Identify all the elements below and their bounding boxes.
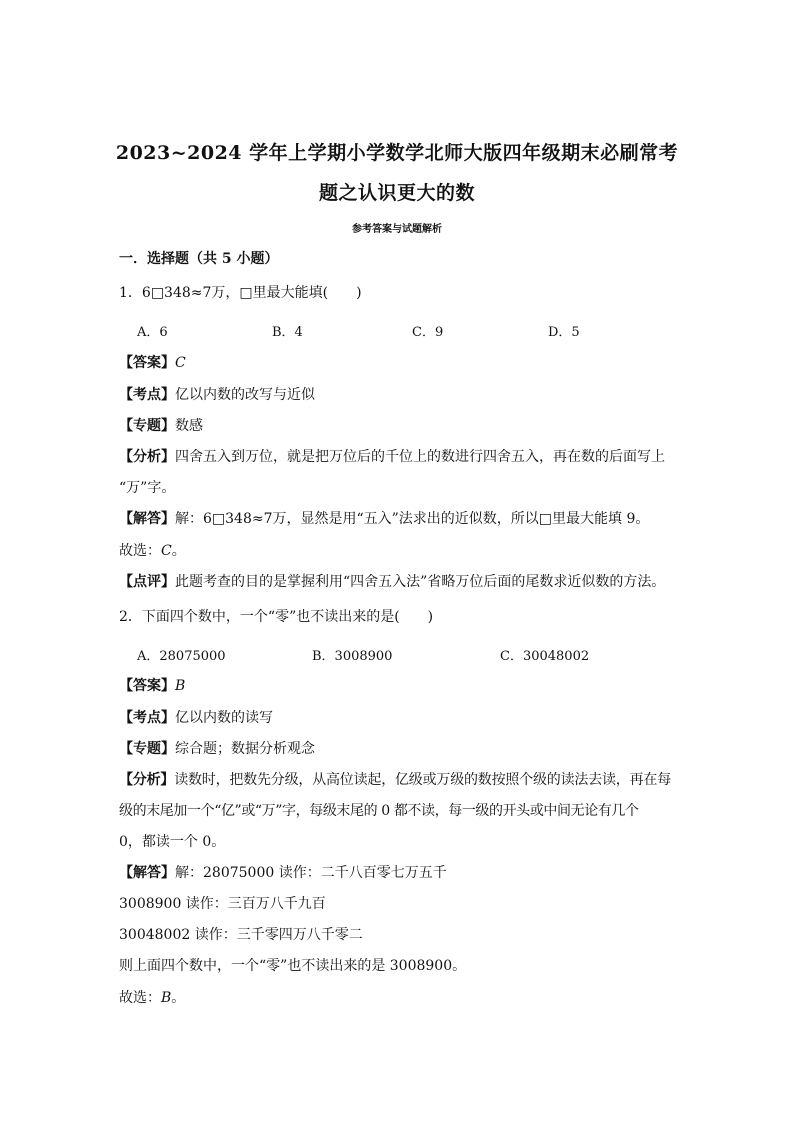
q1-dianping-tag: 【点评】	[119, 574, 175, 590]
q1-guxuan-pre: 故选：	[119, 543, 161, 559]
q1-jieda	[119, 508, 649, 528]
q1-guxuan-post: 。	[171, 543, 186, 559]
q1-fenxi-line1	[119, 446, 665, 466]
q2-guxuan-pre: 故选：	[119, 990, 161, 1006]
q2-zhuanti	[119, 738, 315, 758]
q2-guxuan-post: 。	[171, 990, 186, 1006]
q2-jieda-line2: 3008900 读作：三百万八千九百	[119, 896, 326, 912]
q1-kaodian-text: 亿以内数的改写与近似	[175, 387, 315, 403]
section-heading: 一．选择题（共 5 小题）	[119, 251, 279, 267]
q2-kaodian	[119, 707, 273, 727]
q1-zhuanti-text: 数感	[175, 418, 203, 434]
q1-option-c: C．9	[412, 325, 444, 340]
q2-answer-tag: 【答案】	[119, 678, 175, 694]
q2-question: 2．下面四个数中，一个“零”也不读出来的是( )	[119, 609, 434, 625]
q1-answer-tag: 【答案】	[119, 355, 175, 371]
q2-fenxi-line2: 级的末尾加一个“亿”或“万”字，每级末尾的 0 都不读，每一级的开头或中间无论有几个	[119, 803, 639, 819]
q2-option-b: B．3008900	[312, 649, 393, 664]
q2-kaodian-tag: 【考点】	[119, 710, 175, 726]
q2-zhuanti-tag: 【专题】	[119, 741, 175, 757]
q2-answer	[119, 675, 185, 695]
q1-answer	[119, 352, 186, 372]
q1-zhuanti	[119, 415, 203, 435]
q2-option-c: C．30048002	[500, 649, 590, 664]
q1-jieda-tag: 【解答】	[119, 511, 175, 527]
q1-question: 1．6□348≈7万，□里最大能填( )	[119, 285, 362, 301]
q2-zhuanti-text: 综合题；数据分析观念	[175, 741, 315, 757]
q1-kaodian	[119, 384, 315, 404]
q2-jieda-tag: 【解答】	[119, 865, 175, 881]
q2-jieda-text1: 解：28075000 读作：二千八百零七万五千	[175, 865, 447, 881]
document-subtitle: 参考答案与试题解析	[352, 224, 442, 235]
q2-guxuan-ans: B	[161, 990, 172, 1006]
q1-answer-value: C	[175, 355, 186, 371]
q2-jieda-line1	[119, 862, 447, 882]
q1-kaodian-tag: 【考点】	[119, 387, 175, 403]
q2-guxuan	[119, 987, 185, 1007]
q1-option-d: D．5	[548, 325, 580, 340]
q1-guxuan	[119, 540, 186, 560]
q1-option-b: B．4	[272, 325, 303, 340]
q2-jieda-line4: 则上面四个数中，一个“零”也不读出来的是 3008900。	[119, 958, 467, 974]
q1-zhuanti-tag: 【专题】	[119, 418, 175, 434]
q1-jieda-text: 解：6□348≈7万，显然是用“五入”法求出的近似数，所以□里最大能填 9。	[175, 511, 650, 527]
q2-fenxi-tag: 【分析】	[119, 772, 175, 788]
q2-answer-value: B	[175, 678, 186, 694]
q2-fenxi-text1: 读数时，把数先分级，从高位读起，亿级或万级的数按照个级的读法去读，再在每	[174, 772, 672, 788]
q1-fenxi-text1: 四舍五入到万位，就是把万位后的千位上的数进行四舍五入，再在数的后面写上	[175, 449, 665, 465]
document-title-line2: 题之认识更大的数	[318, 182, 475, 204]
q1-fenxi-tag: 【分析】	[119, 449, 175, 465]
q2-kaodian-text: 亿以内数的读写	[175, 710, 273, 726]
q1-option-a: A．6	[137, 325, 168, 340]
q2-fenxi-line1	[119, 769, 671, 789]
q1-fenxi-line2: “万”字。	[119, 480, 176, 496]
q2-fenxi-line3: 0，都读一个 0。	[119, 834, 226, 850]
document-title-line1: 2023~2024 学年上学期小学数学北师大版四年级期末必刷常考	[115, 142, 679, 164]
q2-option-a: A．28075000	[137, 649, 226, 664]
q1-guxuan-ans: C	[161, 543, 172, 559]
q2-jieda-line3: 30048002 读作：三千零四万八千零二	[119, 927, 363, 943]
q1-dianping	[119, 571, 665, 591]
q1-dianping-text: 此题考查的目的是掌握利用“四舍五入法”省略万位后面的尾数求近似数的方法。	[175, 574, 666, 590]
